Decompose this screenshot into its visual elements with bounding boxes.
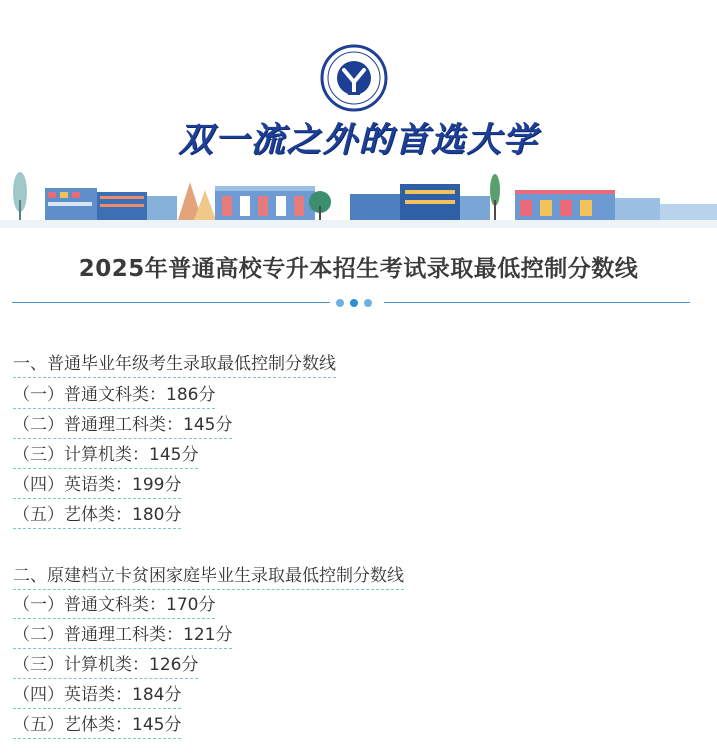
score-line-item: （四）英语类：199分	[13, 470, 181, 499]
university-seal-icon	[320, 44, 388, 112]
score-line-item: （二）普通理工科类：145分	[13, 410, 232, 439]
score-line-item: （五）艺体类：145分	[13, 710, 181, 739]
score-line-item: （一）普通文科类：170分	[13, 590, 215, 619]
header-banner	[0, 0, 717, 228]
divider-dots-icon	[336, 298, 380, 308]
decorative-divider	[12, 298, 692, 308]
score-line-item: （四）英语类：184分	[13, 680, 181, 709]
section-heading: 一、普通毕业年级考生录取最低控制分数线	[13, 349, 336, 378]
page-title: 2025年普通高校专升本招生考试录取最低控制分数线	[78, 256, 639, 282]
score-line-item: （二）普通理工科类：121分	[13, 620, 232, 649]
divider-line-right	[384, 302, 690, 303]
slogan-title: 双一流之外的首选大学	[178, 120, 539, 160]
section-heading: 二、原建档立卡贫困家庭毕业生录取最低控制分数线	[13, 561, 404, 590]
score-line-item: （三）计算机类：145分	[13, 440, 198, 469]
score-line-item: （三）计算机类：126分	[13, 650, 198, 679]
divider-line-left	[12, 302, 330, 303]
score-line-item: （五）艺体类：180分	[13, 500, 181, 529]
campus-skyline-illustration	[0, 160, 717, 228]
score-line-item: （一）普通文科类：186分	[13, 380, 215, 409]
